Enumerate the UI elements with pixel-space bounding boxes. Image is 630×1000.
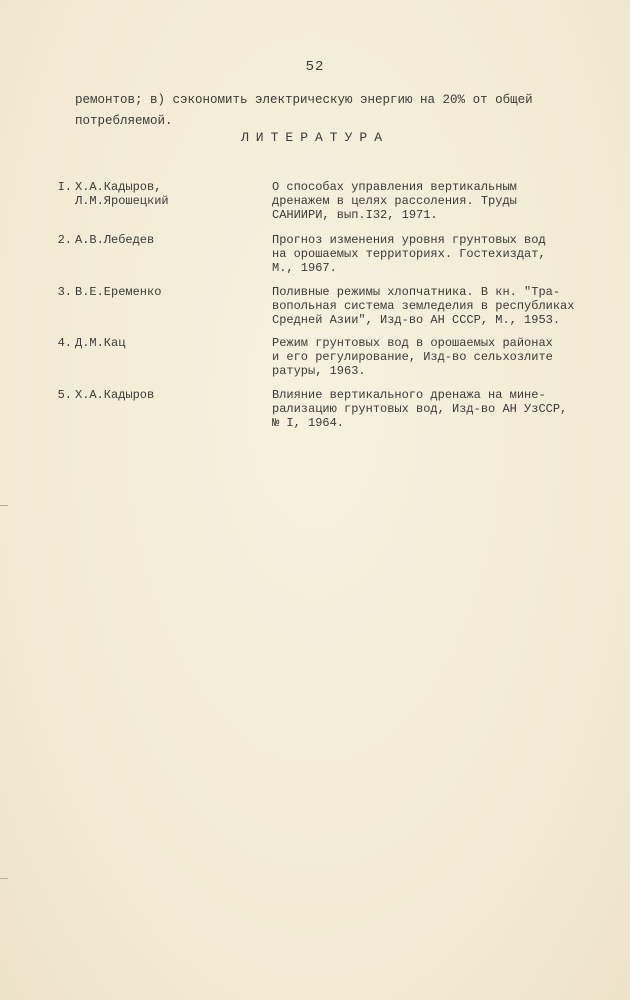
- page-number: 52: [305, 59, 325, 75]
- reference-number: I.: [57, 180, 72, 194]
- reference-title-line: дренажем в целях рассоления. Труды: [272, 194, 517, 208]
- reference-number: 2.: [57, 233, 72, 247]
- reference-title-line: Прогноз изменения уровня грунтовых вод: [272, 233, 546, 247]
- reference-title-line: № I, 1964.: [272, 416, 345, 430]
- intro-paragraph: [75, 90, 595, 132]
- reference-title-line: Режим грунтовых вод в орошаемых районах: [272, 336, 553, 350]
- reference-authors: [75, 180, 265, 208]
- reference-title-line: Поливные режимы хлопчатника. В кн. "Тра-: [272, 285, 561, 299]
- reference-title: [272, 233, 617, 275]
- reference-title: [272, 336, 617, 378]
- reference-title-line: О способах управления вертикальным: [272, 180, 517, 194]
- reference-number: 5.: [57, 388, 72, 402]
- reference-author: Л.М.Ярошецкий: [75, 194, 169, 208]
- reference-title-line: Влияние вертикального дренажа на мине-: [272, 388, 546, 402]
- reference-number: 3.: [57, 285, 72, 299]
- reference-title-line: вопольная система земледелия в республиках: [272, 299, 575, 313]
- intro-line: ремонтов; в) сэкономить электрическую энергию на 20% от общей: [75, 93, 533, 107]
- reference-authors: [75, 233, 265, 247]
- reference-title: [272, 388, 617, 430]
- reference-title-line: и его регулирование, Изд-во сельхозлите: [272, 350, 553, 364]
- reference-title-line: рализацию грунтовых вод, Изд-во АН УзССР,: [272, 402, 568, 416]
- reference-title-line: Средней Азии", Изд-во АН СССР, М., 1953.: [272, 313, 561, 327]
- reference-title: [272, 180, 617, 222]
- reference-title-line: М., 1967.: [272, 261, 337, 275]
- paper-fold-mark: [0, 505, 8, 506]
- reference-number: 4.: [57, 336, 72, 350]
- references-heading: ЛИТЕРАТУРА: [240, 130, 389, 145]
- reference-title-line: на орошаемых территориях. Гостехиздат,: [272, 247, 546, 261]
- intro-line: потребляемой.: [75, 114, 173, 128]
- reference-author: В.Е.Еременко: [75, 285, 162, 299]
- reference-author: Х.А.Кадыров: [75, 388, 155, 402]
- paper-fold-mark: [0, 878, 8, 879]
- reference-author: Х.А.Кадыров,: [75, 180, 162, 194]
- reference-authors: [75, 336, 265, 350]
- reference-author: А.В.Лебедев: [75, 233, 155, 247]
- reference-title-line: САНИИРИ, вып.I32, 1971.: [272, 208, 438, 222]
- reference-title-line: ратуры, 1963.: [272, 364, 366, 378]
- reference-authors: [75, 285, 265, 299]
- reference-author: Д.М.Кац: [75, 336, 126, 350]
- reference-title: [272, 285, 617, 327]
- reference-authors: [75, 388, 265, 402]
